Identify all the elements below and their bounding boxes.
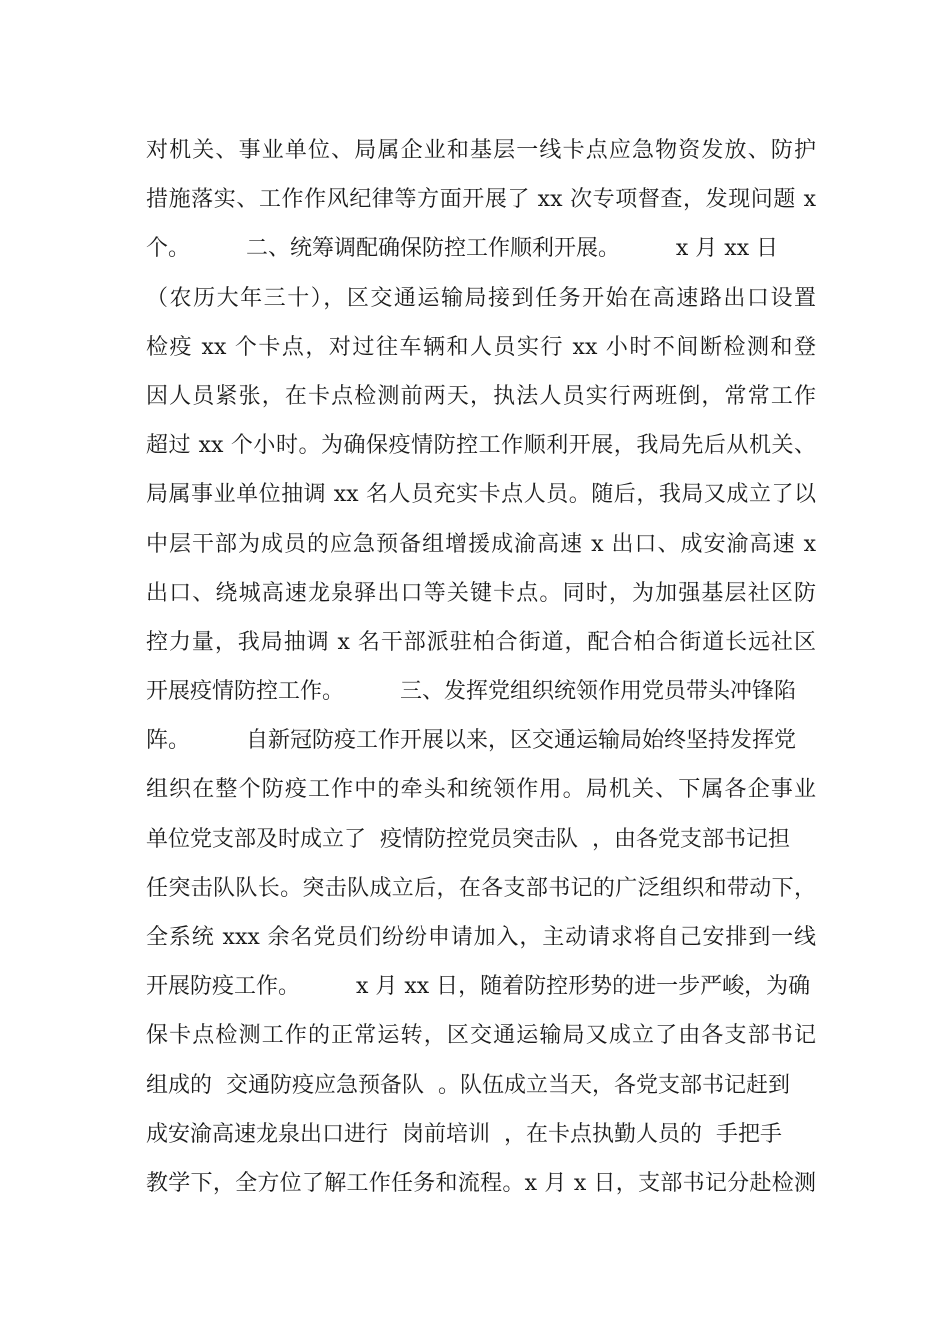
text-line: 局属事业单位抽调 xx 名人员充实卡点人员。随后，我局又成立了以	[146, 482, 816, 508]
body-text	[146, 126, 816, 1208]
text-line: 超过 xx 个小时。为确保疫情防控工作顺利开展，我局先后从机关、	[146, 433, 816, 459]
text-line: 个。 二、统筹调配确保防控工作顺利开展。 x 月 xx 日	[146, 236, 779, 262]
text-line: 阵。 自新冠防疫工作开展以来，区交通运输局始终坚持发挥党	[146, 728, 796, 754]
text-line: 中层干部为成员的应急预备组增援成渝高速 x 出口、成安渝高速 x	[146, 531, 816, 557]
text-line: 组织在整个防疫工作中的牵头和统领作用。局机关、下属各企事业	[146, 777, 816, 803]
text-line: 教学下，全方位了解工作任务和流程。x 月 x 日，支部书记分赴检测	[146, 1170, 816, 1196]
text-line: 开展防疫工作。 x 月 xx 日，随着防控形势的进一步严峻，为确	[146, 974, 811, 1000]
text-line: 控力量，我局抽调 x 名干部派驻柏合街道，配合柏合街道长远社区	[146, 629, 816, 655]
text-line: 出口、绕城高速龙泉驿出口等关键卡点。同时，为加强基层社区防	[146, 580, 816, 606]
text-line: 单位党支部及时成立了 疫情防控党员突击队 ，由各党支部书记担	[146, 826, 790, 852]
text-line: 成安渝高速龙泉出口进行 岗前培训 ，在卡点执勤人员的 手把手	[146, 1121, 782, 1147]
text-line: 组成的 交通防疫应急预备队 。队伍成立当天，各党支部书记赶到	[146, 1072, 790, 1098]
text-line: 保卡点检测工作的正常运转，区交通运输局又成立了由各支部书记	[146, 1023, 816, 1049]
text-line: （农历大年三十），区交通运输局接到任务开始在高速路出口设置	[146, 285, 816, 311]
text-line: 任突击队队长。突击队成立后，在各支部书记的广泛组织和带动下，	[146, 875, 816, 901]
text-line: 检疫 xx 个卡点，对过往车辆和人员实行 xx 小时不间断检测和登	[146, 334, 816, 360]
text-line: 因人员紧张，在卡点检测前两天，执法人员实行两班倒，常常工作	[146, 383, 816, 409]
text-line: 开展疫情防控工作。 三、发挥党组织统领作用党员带头冲锋陷	[146, 679, 796, 705]
text-line: 措施落实、工作作风纪律等方面开展了 xx 次专项督查，发现问题 x	[146, 187, 816, 213]
text-line: 对机关、事业单位、局属企业和基层一线卡点应急物资发放、防护	[146, 138, 816, 163]
text-line: 全系统 xxx 余名党员们纷纷申请加入，主动请求将自己安排到一线	[146, 925, 816, 950]
